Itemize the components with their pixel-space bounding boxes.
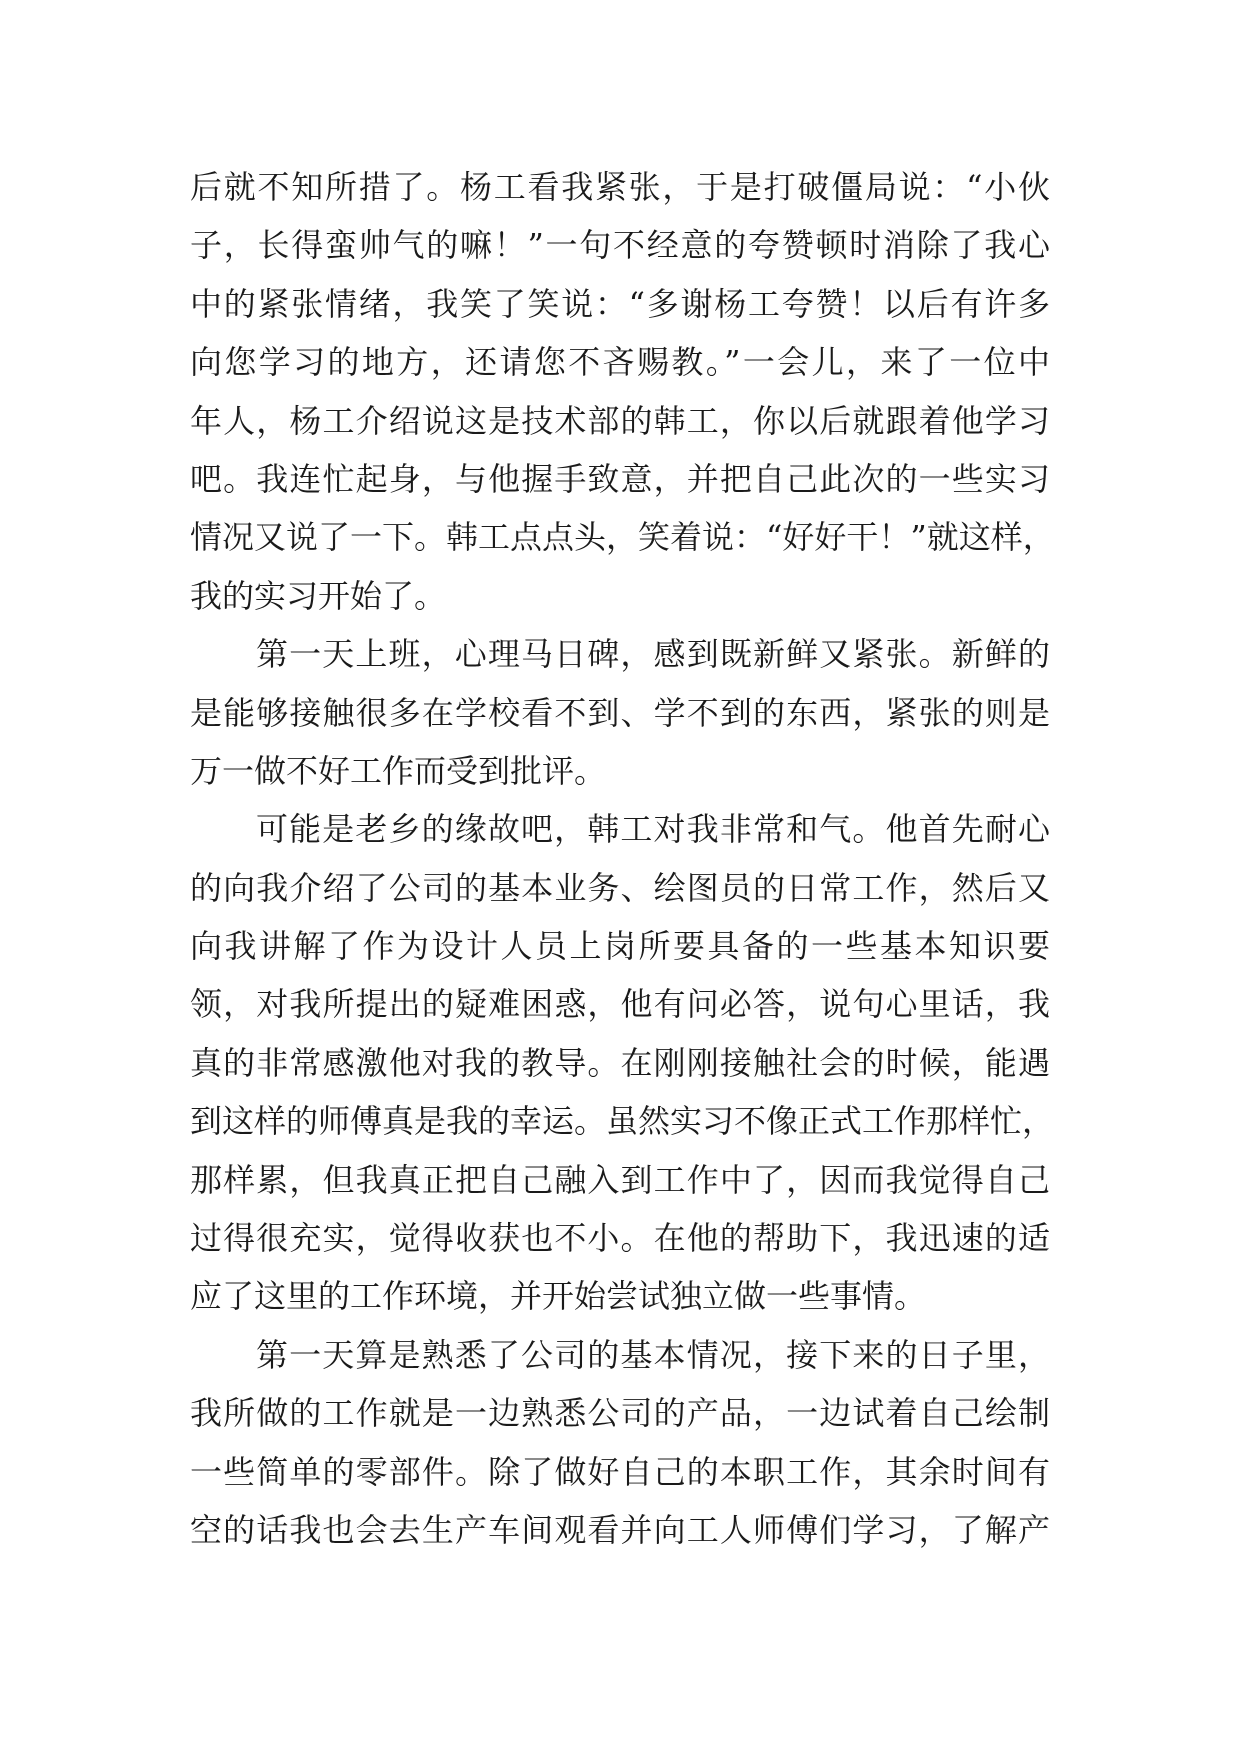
text-line: 向您学习的地方，还请您不吝赐教。”一会儿，来了一位中: [190, 343, 1050, 382]
text-line: 那样累，但我真正把自己融入到工作中了，因而我觉得自己: [190, 1160, 1050, 1199]
text-line: 到这样的师傅真是我的幸运。虽然实习不像正式工作那样忙，: [190, 1102, 1055, 1141]
text-line: 年人，杨工介绍说这是技术部的韩工，你以后就跟着他学习: [190, 401, 1050, 440]
text-line: 过得很充实，觉得收获也不小。在他的帮助下，我迅速的适: [190, 1219, 1050, 1258]
text-line: 应了这里的工作环境，并开始尝试独立做一些事情。: [190, 1277, 927, 1316]
text-line: 是能够接触很多在学校看不到、学不到的东西，紧张的则是: [190, 693, 1050, 732]
text-line: 可能是老乡的缘故吧，韩工对我非常和气。他首先耐心: [256, 810, 1050, 849]
body-text: [190, 158, 1055, 1559]
text-line: 的向我介绍了公司的基本业务、绘图员的日常工作，然后又: [190, 868, 1050, 907]
text-line: 向我讲解了作为设计人员上岗所要具备的一些基本知识要: [190, 927, 1050, 966]
text-line: 吧。我连忙起身，与他握手致意，并把自己此次的一些实习: [190, 459, 1050, 498]
text-line: 情况又说了一下。韩工点点头，笑着说：“好好干！”就这样，: [190, 518, 1055, 557]
text-line: 第一天算是熟悉了公司的基本情况，接下来的日子里，: [256, 1335, 1050, 1374]
text-line: 一些简单的零部件。除了做好自己的本职工作，其余时间有: [190, 1452, 1050, 1491]
text-line: 万一做不好工作而受到批评。: [190, 751, 607, 790]
text-line: 后就不知所措了。杨工看我紧张，于是打破僵局说：“小伙: [190, 168, 1050, 206]
text-line: 领，对我所提出的疑难困惑，他有问必答，说句心里话，我: [190, 985, 1050, 1024]
text-line: 第一天上班，心理马日碑，感到既新鲜又紧张。新鲜的: [256, 635, 1050, 674]
text-line: 中的紧张情绪，我笑了笑说：“多谢杨工夸赞！以后有许多: [190, 284, 1050, 323]
text-line: 子，长得蛮帅气的嘛！”一句不经意的夸赞顿时消除了我心: [190, 226, 1050, 265]
text-line: 空的话我也会去生产车间观看并向工人师傅们学习，了解产: [190, 1510, 1050, 1549]
text-line: 我的实习开始了。: [190, 576, 447, 615]
text-line: 我所做的工作就是一边熟悉公司的产品，一边试着自己绘制: [190, 1394, 1050, 1433]
text-line: 真的非常感激他对我的教导。在刚刚接触社会的时候，能遇: [190, 1043, 1050, 1082]
